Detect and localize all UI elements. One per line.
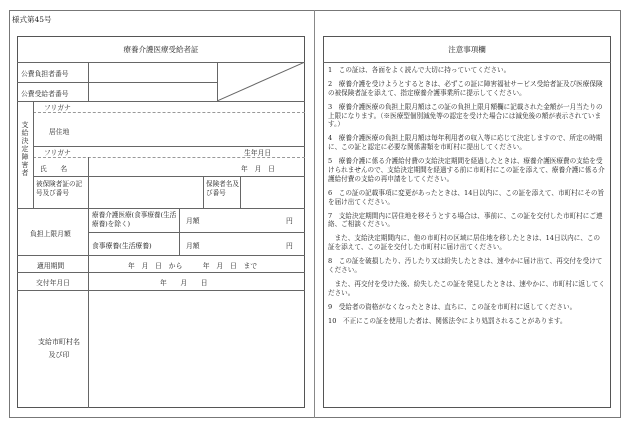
notes-list [328, 66, 606, 330]
note-item-7b: また、支給決定期間内に、他の市町村の区域に居住地を移したときは、14日以内に、この証を添えて、この証を交付した市町村に届け出てください。 [328, 234, 601, 252]
note-item-4: 4 療養介護医療の負担上限月額は毎年利用者の収入等に応じて決定しますので、所定の時期に、この証と認定に必要な関係書類を市町村に提出してください。 [328, 134, 603, 152]
yen-label-2: 円 [286, 242, 293, 250]
municipality-label: 支給市町村名及び印 [38, 338, 80, 360]
insured-no-label: 被保険者証の記号及び番号 [36, 180, 83, 197]
valid-period-text: 年 月 日 から 年 月 日 まで [128, 262, 258, 270]
birthdate-ymd: 年 月 日 [241, 165, 275, 173]
note-item-5: 5 療養介護に係る介護給付費の支給決定期間を経過したときは、療養介護医療費の支給を受けられませんので、支給決定期間を経過する前に市町村にこの証を添えて、療養介護に係る介護給付費の支給の再申請をしてください。 [328, 157, 605, 183]
monthly-amount-label-1: 月額 [186, 217, 200, 225]
public-recipient-no-label: 公費受給者番号 [21, 90, 69, 98]
birthdate-label: 生年月日 [244, 149, 272, 157]
furigana-label-1: フリガナ [44, 104, 71, 112]
medical-excl-label: 療養介護医療(食事療養(生活療養)を除く) [92, 211, 177, 228]
note-item-8b: また、再交付を受けた後、紛失したこの証を発見したときは、速やかに、市町村に返してください。 [328, 279, 605, 297]
diagonal-strike [217, 62, 305, 101]
note-item-6: 6 この証の記載事項に変更があったときは、14日以内に、この証を添えて、市町村にその旨を届け出てください。 [328, 188, 605, 206]
form-number: 様式第45号 [12, 15, 52, 24]
monthly-amount-label-2: 月額 [186, 242, 200, 250]
certificate-title: 療養介護医療受給者証 [123, 45, 199, 54]
insurer-no-label: 保険者名及び番号 [206, 180, 239, 197]
note-item-1: 1 この証は、各面をよく読んで大切に持っていてください。 [328, 66, 511, 74]
yen-label-1: 円 [286, 217, 293, 225]
fold-line [314, 10, 315, 418]
valid-period-label: 適用期間 [37, 262, 65, 270]
issued-text: 年 月 日 [160, 279, 208, 287]
note-item-2: 2 療養介護を受けようとするときは、必ずこの証に障害福祉サービス受給者証及び医療保険の被保険者証を添えて、指定療養介護事業所に提示してください。 [328, 79, 603, 97]
note-item-10: 10 不正にこの証を使用した者は、関係法令により処罰されることがあります。 [328, 316, 567, 325]
recipient-vertical-label: 支給決定障害者 [21, 121, 29, 177]
name-label: 氏 名 [40, 165, 68, 173]
note-item-7: 7 支給決定期間内に居住地を移そうとする場合は、事前に、この証を交付した市町村にご連絡、ご相談ください。 [328, 211, 603, 229]
public-payer-no-label: 公費負担者番号 [21, 70, 69, 78]
note-item-3: 3 療養介護医療の負担上限月額はこの証の負担上限月額欄に記載された金額が一月当たりの上限になります。（※医療型個別減免等の認定を受けた場合には減免後の額が表示されています。） [328, 102, 603, 129]
cap-monthly-label: 負担上限月額 [30, 230, 71, 238]
note-item-8: 8 この証を破損したり、汚したり又は紛失したときは、速やかに届け出て、再交付を受けてください。 [328, 257, 603, 275]
furigana-label-2: フリガナ [44, 149, 71, 157]
meal-label: 食事療養(生活療養) [92, 242, 152, 250]
notes-title: 注意事項欄 [448, 45, 486, 54]
issued-label: 交付年月日 [36, 279, 70, 287]
note-item-9: 9 受給者の資格がなくなったときは、直ちに、この証を市町村に返してください。 [328, 302, 577, 311]
address-label: 居住地 [49, 128, 70, 136]
